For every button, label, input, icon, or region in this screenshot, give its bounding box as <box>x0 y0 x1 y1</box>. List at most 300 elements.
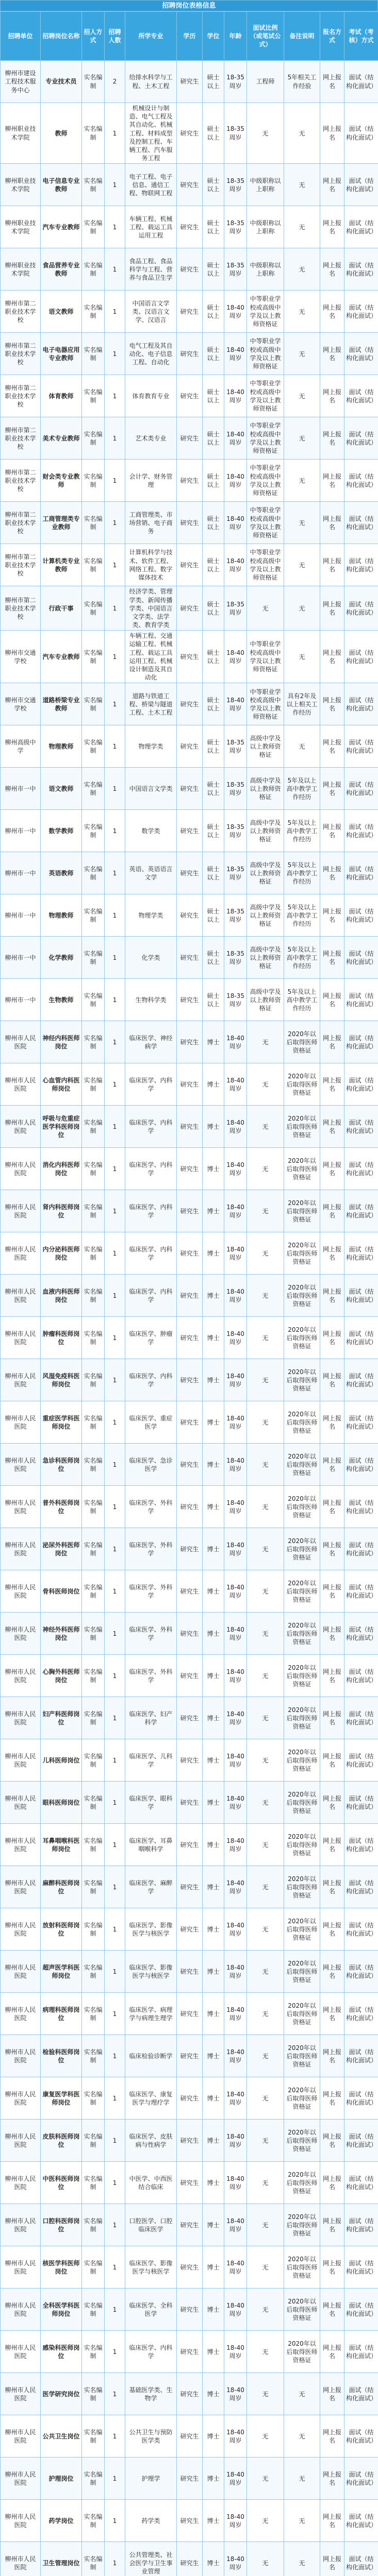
table-row <box>1 248 378 291</box>
major-cell: 临床医学、外科学 <box>125 1528 177 1570</box>
education-cell: 研究生 <box>177 725 203 768</box>
table-row <box>1 725 378 768</box>
education-cell: 研究生 <box>177 586 203 631</box>
exam-cell: 面试（结构化面试） <box>344 1655 378 1697</box>
unit-cell: 柳州市人民医院 <box>1 1866 41 1908</box>
note-cell: 2020年以后取得医师资格证 <box>284 1317 320 1359</box>
count-cell: 1 <box>105 1908 125 1951</box>
method-cell: 实名编制 <box>82 1824 105 1866</box>
education-cell: 研究生 <box>177 2500 203 2542</box>
table-row <box>1 2204 378 2246</box>
education-cell: 研究生 <box>177 2458 203 2500</box>
post-cell: 耳鼻咽喉科医师岗位 <box>41 1824 82 1866</box>
exam-cell: 面试（结构化面试） <box>344 810 378 852</box>
note-cell: 2020年以后取得医师资格证 <box>284 1782 320 1824</box>
note-cell: 2020年以后取得医师资格证 <box>284 2289 320 2331</box>
signup-cell: 网上报名 <box>320 460 344 502</box>
ratio-cell: 中等职业学校或高级中学及以上教师资格证 <box>247 683 284 725</box>
table-row <box>1 1486 378 1528</box>
degree-cell: 博士 <box>203 1275 224 1317</box>
age-cell: 18-40周岁 <box>224 544 247 586</box>
ratio-cell: 无 <box>247 1739 284 1782</box>
exam-cell: 面试（结构化面试） <box>344 1697 378 1739</box>
exam-cell: 面试（结构化面试） <box>344 248 378 291</box>
table-row <box>1 1655 378 1697</box>
major-cell: 物理学类 <box>125 725 177 768</box>
note-cell: 无 <box>284 460 320 502</box>
age-cell: 18-40周岁 <box>224 1317 247 1359</box>
age-cell: 18-35周岁 <box>224 810 247 852</box>
signup-cell: 网上报名 <box>320 2120 344 2162</box>
education-cell: 研究生 <box>177 683 203 725</box>
age-cell: 18-35周岁 <box>224 206 247 248</box>
signup-cell: 网上报名 <box>320 1106 344 1148</box>
degree-cell: 博士 <box>203 2373 224 2415</box>
major-cell: 临床医学、内科学 <box>125 1063 177 1106</box>
note-cell: 具有2年及以上相关工作经历 <box>284 683 320 725</box>
unit-cell: 柳州市一中 <box>1 852 41 894</box>
degree-cell: 博士 <box>203 2415 224 2458</box>
post-cell: 血液内科医师岗位 <box>41 1275 82 1317</box>
method-cell: 实名编制 <box>82 631 105 683</box>
signup-cell: 网上报名 <box>320 206 344 248</box>
table-row <box>1 103 378 164</box>
unit-cell: 柳州市人民医院 <box>1 1908 41 1951</box>
education-cell: 研究生 <box>177 979 203 1021</box>
signup-cell: 网上报名 <box>320 894 344 937</box>
exam-cell: 面试（结构化面试） <box>344 1866 378 1908</box>
method-cell: 实名编制 <box>82 1444 105 1486</box>
note-cell: 2020年以后取得医师资格证 <box>284 1148 320 1190</box>
method-cell: 实名编制 <box>82 1317 105 1359</box>
method-cell: 实名编制 <box>82 768 105 810</box>
ratio-cell: 无 <box>247 1528 284 1570</box>
age-cell: 18-40周岁 <box>224 2331 247 2373</box>
age-cell: 18-40周岁 <box>224 1697 247 1739</box>
count-cell: 1 <box>105 1951 125 1993</box>
degree-cell: 硕士以上 <box>203 683 224 725</box>
note-cell: 2020年以后取得医师资格证 <box>284 1528 320 1570</box>
method-cell: 实名编制 <box>82 1190 105 1232</box>
education-cell: 研究生 <box>177 1782 203 1824</box>
signup-cell: 网上报名 <box>320 586 344 631</box>
post-cell: 呼吸与危重症医学科医师岗位 <box>41 1106 82 1148</box>
exam-cell: 面试（结构化面试） <box>344 164 378 206</box>
table-row <box>1 2458 378 2500</box>
post-cell: 泌尿外科医师岗位 <box>41 1528 82 1570</box>
degree-cell: 博士 <box>203 1739 224 1782</box>
signup-cell: 网上报名 <box>320 502 344 544</box>
degree-cell: 博士 <box>203 1993 224 2035</box>
education-cell: 研究生 <box>177 2246 203 2289</box>
method-cell: 实名编制 <box>82 291 105 333</box>
education-cell: 研究生 <box>177 2373 203 2415</box>
note-cell: 5年及以上高中教学工作经历 <box>284 979 320 1021</box>
post-cell: 神经外科医师岗位 <box>41 1613 82 1655</box>
count-cell: 1 <box>105 544 125 586</box>
post-cell: 超声医学科医师岗位 <box>41 1951 82 1993</box>
major-cell: 临床医学、妇产科学 <box>125 1697 177 1739</box>
table-row <box>1 810 378 852</box>
signup-cell: 网上报名 <box>320 1908 344 1951</box>
post-cell: 英语教师 <box>41 852 82 894</box>
exam-cell: 面试（结构化面试） <box>344 852 378 894</box>
signup-cell: 网上报名 <box>320 2035 344 2077</box>
major-cell: 临床医学、内科学 <box>125 1106 177 1148</box>
method-cell: 实名编制 <box>82 1106 105 1148</box>
post-cell: 物理教师 <box>41 725 82 768</box>
note-cell: 5年及以上高中教学工作经历 <box>284 894 320 937</box>
unit-cell: 柳州市人民医院 <box>1 1021 41 1063</box>
unit-cell: 柳州市人民医院 <box>1 1993 41 2035</box>
signup-cell: 网上报名 <box>320 1528 344 1570</box>
ratio-cell: 中等职业学校或高级中学及以上教师资格证 <box>247 502 284 544</box>
column-header: 备注说明 <box>284 12 320 61</box>
post-cell: 普外科医师岗位 <box>41 1486 82 1528</box>
degree-cell: 硕士以上 <box>203 586 224 631</box>
table-row <box>1 1063 378 1106</box>
method-cell: 实名编制 <box>82 1275 105 1317</box>
post-cell: 急诊科医师岗位 <box>41 1444 82 1486</box>
age-cell: 18-40周岁 <box>224 291 247 333</box>
table-row <box>1 1444 378 1486</box>
count-cell: 1 <box>105 1148 125 1190</box>
post-cell: 卫生管理岗位 <box>41 2542 82 2576</box>
exam-cell: 面试（结构化面试） <box>344 979 378 1021</box>
education-cell: 研究生 <box>177 1570 203 1613</box>
unit-cell: 柳州市人民医院 <box>1 1232 41 1275</box>
major-cell: 数学类 <box>125 810 177 852</box>
ratio-cell: 中等职业学校或高级中学及以上教师资格证 <box>247 291 284 333</box>
method-cell: 实名编制 <box>82 164 105 206</box>
major-cell: 体育教育专业 <box>125 375 177 417</box>
count-cell: 1 <box>105 2458 125 2500</box>
age-cell: 18-40周岁 <box>224 2500 247 2542</box>
unit-cell: 柳州职业技术学院 <box>1 103 41 164</box>
unit-cell: 柳州市一中 <box>1 810 41 852</box>
table-row <box>1 1908 378 1951</box>
signup-cell: 网上报名 <box>320 1444 344 1486</box>
exam-cell: 面试（结构化面试） <box>344 725 378 768</box>
column-header: 招聘岗位名称 <box>41 12 82 61</box>
post-cell: 数学教师 <box>41 810 82 852</box>
method-cell: 实名编制 <box>82 2289 105 2331</box>
method-cell: 实名编制 <box>82 2204 105 2246</box>
count-cell: 1 <box>105 1021 125 1063</box>
ratio-cell: 无 <box>247 1444 284 1486</box>
unit-cell: 柳州市人民医院 <box>1 1444 41 1486</box>
exam-cell: 面试（结构化面试） <box>344 1993 378 2035</box>
education-cell: 研究生 <box>177 2120 203 2162</box>
note-cell: 2020年以后取得医师资格证 <box>284 2077 320 2120</box>
age-cell: 18-40周岁 <box>224 1613 247 1655</box>
count-cell: 1 <box>105 1866 125 1908</box>
table-row <box>1 2246 378 2289</box>
signup-cell: 网上报名 <box>320 2331 344 2373</box>
exam-cell: 面试（结构化面试） <box>344 2500 378 2542</box>
age-cell: 18-40周岁 <box>224 1401 247 1444</box>
recruitment-table <box>0 11 378 2576</box>
table-row <box>1 2415 378 2458</box>
table-row <box>1 164 378 206</box>
age-cell: 18-35周岁 <box>224 979 247 1021</box>
exam-cell: 面试（结构化面试） <box>344 894 378 937</box>
post-cell: 护理岗位 <box>41 2458 82 2500</box>
column-header: 年龄 <box>224 12 247 61</box>
table-row <box>1 937 378 979</box>
count-cell: 1 <box>105 1063 125 1106</box>
post-cell: 中医科医师岗位 <box>41 2162 82 2204</box>
exam-cell: 面试（结构化面试） <box>344 1401 378 1444</box>
major-cell: 临床医学、内科学 <box>125 1232 177 1275</box>
degree-cell: 硕士以上 <box>203 417 224 460</box>
unit-cell: 柳州市人民医院 <box>1 1486 41 1528</box>
major-cell: 基础医学类、生物学 <box>125 2373 177 2415</box>
table-row <box>1 1993 378 2035</box>
count-cell: 1 <box>105 2204 125 2246</box>
degree-cell: 博士 <box>203 2458 224 2500</box>
post-cell: 汽车专业教师 <box>41 631 82 683</box>
ratio-cell: 无 <box>247 1570 284 1613</box>
exam-cell: 面试（结构化面试） <box>344 1951 378 1993</box>
table-row <box>1 1739 378 1782</box>
education-cell: 研究生 <box>177 333 203 375</box>
ratio-cell: 无 <box>247 1908 284 1951</box>
signup-cell: 网上报名 <box>320 1317 344 1359</box>
post-cell: 体育教师 <box>41 375 82 417</box>
education-cell: 研究生 <box>177 2162 203 2204</box>
degree-cell: 硕士以上 <box>203 979 224 1021</box>
table-row <box>1 1824 378 1866</box>
signup-cell: 网上报名 <box>320 1148 344 1190</box>
education-cell: 研究生 <box>177 1190 203 1232</box>
major-cell: 临床医学、耳鼻咽喉科学 <box>125 1824 177 1866</box>
ratio-cell: 无 <box>247 2077 284 2120</box>
exam-cell: 面试（结构化面试） <box>344 2373 378 2415</box>
exam-cell: 面试（结构化面试） <box>344 1317 378 1359</box>
signup-cell: 网上报名 <box>320 1824 344 1866</box>
method-cell: 实名编制 <box>82 206 105 248</box>
signup-cell: 网上报名 <box>320 248 344 291</box>
post-cell: 皮肤科医师岗位 <box>41 2120 82 2162</box>
method-cell: 实名编制 <box>82 1739 105 1782</box>
table-row <box>1 1359 378 1401</box>
note-cell: 2020年以后取得医师资格证 <box>284 1951 320 1993</box>
unit-cell: 柳州市人民医院 <box>1 1824 41 1866</box>
count-cell: 1 <box>105 1401 125 1444</box>
method-cell: 实名编制 <box>82 1021 105 1063</box>
table-row <box>1 1106 378 1148</box>
signup-cell: 网上报名 <box>320 1655 344 1697</box>
method-cell: 实名编制 <box>82 1866 105 1908</box>
method-cell: 实名编制 <box>82 1570 105 1613</box>
table-row <box>1 2120 378 2162</box>
degree-cell: 博士 <box>203 1824 224 1866</box>
method-cell: 实名编制 <box>82 1232 105 1275</box>
count-cell: 1 <box>105 1528 125 1570</box>
post-cell: 眼科医师岗位 <box>41 1782 82 1824</box>
method-cell: 实名编制 <box>82 2331 105 2373</box>
major-cell: 临床医学、全科医学 <box>125 2289 177 2331</box>
exam-cell: 面试（结构化面试） <box>344 1908 378 1951</box>
note-cell: 2020年以后取得医师资格证 <box>284 2120 320 2162</box>
ratio-cell: 无 <box>247 1866 284 1908</box>
signup-cell: 网上报名 <box>320 1401 344 1444</box>
ratio-cell: 中等职业学校或高级中学及以上教师资格证 <box>247 333 284 375</box>
ratio-cell: 无 <box>247 1697 284 1739</box>
degree-cell: 博士 <box>203 1570 224 1613</box>
note-cell: 无 <box>284 2542 320 2576</box>
age-cell: 18-40周岁 <box>224 2373 247 2415</box>
major-cell: 临床医学、麻醉学 <box>125 1866 177 1908</box>
count-cell: 1 <box>105 164 125 206</box>
age-cell: 18-40周岁 <box>224 1866 247 1908</box>
note-cell: 5年及以上高中教学工作经历 <box>284 810 320 852</box>
post-cell: 公共卫生岗位 <box>41 2415 82 2458</box>
method-cell: 实名编制 <box>82 2162 105 2204</box>
column-header: 招聘单位 <box>1 12 41 61</box>
header-row <box>1 12 378 61</box>
table-row <box>1 586 378 631</box>
age-cell: 18-40周岁 <box>224 1359 247 1401</box>
method-cell: 实名编制 <box>82 333 105 375</box>
count-cell: 1 <box>105 291 125 333</box>
age-cell: 18-40周岁 <box>224 1190 247 1232</box>
table-row <box>1 894 378 937</box>
exam-cell: 面试（结构化面试） <box>344 1486 378 1528</box>
count-cell: 1 <box>105 1782 125 1824</box>
ratio-cell: 无 <box>247 1106 284 1148</box>
unit-cell: 柳州市一中 <box>1 894 41 937</box>
method-cell: 实名编制 <box>82 852 105 894</box>
post-cell: 汽车专业教师 <box>41 206 82 248</box>
ratio-cell: 中级职称以上职称 <box>247 206 284 248</box>
post-cell: 计算机类专业教师 <box>41 544 82 586</box>
education-cell: 研究生 <box>177 417 203 460</box>
column-header: 报名方式 <box>320 12 344 61</box>
degree-cell: 硕士以上 <box>203 460 224 502</box>
signup-cell: 网上报名 <box>320 979 344 1021</box>
post-cell: 道路桥梁专业教师 <box>41 683 82 725</box>
method-cell: 实名编制 <box>82 1063 105 1106</box>
education-cell: 研究生 <box>177 1401 203 1444</box>
note-cell: 2020年以后取得医师资格证 <box>284 1232 320 1275</box>
ratio-cell: 无 <box>247 1951 284 1993</box>
signup-cell: 网上报名 <box>320 1232 344 1275</box>
degree-cell: 硕士以上 <box>203 631 224 683</box>
note-cell: 2020年以后取得医师资格证 <box>284 1063 320 1106</box>
post-cell: 工商管理类专业教师 <box>41 502 82 544</box>
education-cell: 研究生 <box>177 1359 203 1401</box>
method-cell: 实名编制 <box>82 2246 105 2289</box>
signup-cell: 网上报名 <box>320 725 344 768</box>
unit-cell: 柳州市第二职业技术学校 <box>1 333 41 375</box>
note-cell: 2020年以后取得医师资格证 <box>284 2035 320 2077</box>
method-cell: 实名编制 <box>82 937 105 979</box>
exam-cell: 面试（结构化面试） <box>344 2415 378 2458</box>
method-cell: 实名编制 <box>82 2458 105 2500</box>
degree-cell: 硕士以上 <box>203 810 224 852</box>
note-cell: 无 <box>284 2500 320 2542</box>
table-row <box>1 460 378 502</box>
note-cell: 无 <box>284 333 320 375</box>
exam-cell: 面试（结构化面试） <box>344 2542 378 2576</box>
method-cell: 实名编制 <box>82 683 105 725</box>
count-cell: 1 <box>105 2162 125 2204</box>
education-cell: 研究生 <box>177 1528 203 1570</box>
count-cell: 1 <box>105 1359 125 1401</box>
ratio-cell: 无 <box>247 586 284 631</box>
major-cell: 会计学、财务管理 <box>125 460 177 502</box>
exam-cell: 面试（结构化面试） <box>344 2458 378 2500</box>
count-cell: 1 <box>105 2373 125 2415</box>
unit-cell: 柳州市人民医院 <box>1 2204 41 2246</box>
age-cell: 18-40周岁 <box>224 460 247 502</box>
unit-cell: 柳州市一中 <box>1 768 41 810</box>
education-cell: 研究生 <box>177 768 203 810</box>
education-cell: 研究生 <box>177 2331 203 2373</box>
note-cell: 无 <box>284 291 320 333</box>
age-cell: 18-40周岁 <box>224 1275 247 1317</box>
ratio-cell: 无 <box>247 2542 284 2576</box>
major-cell: 临床医学、外科学 <box>125 1486 177 1528</box>
ratio-cell: 无 <box>247 1782 284 1824</box>
age-cell: 18-40周岁 <box>224 1444 247 1486</box>
ratio-cell: 中等职业学校或高级中学及以上教师资格证 <box>247 375 284 417</box>
degree-cell: 硕士以上 <box>203 894 224 937</box>
education-cell: 研究生 <box>177 852 203 894</box>
unit-cell: 柳州市第二职业技术学校 <box>1 460 41 502</box>
ratio-cell: 中等职业学校或高级中学及以上教师资格证 <box>247 417 284 460</box>
age-cell: 18-40周岁 <box>224 1739 247 1782</box>
note-cell: 5年及以上高中教学工作经历 <box>284 937 320 979</box>
major-cell: 临床医学、内科学 <box>125 2331 177 2373</box>
post-cell: 医学研究岗位 <box>41 2373 82 2415</box>
education-cell: 研究生 <box>177 375 203 417</box>
post-cell: 化学教师 <box>41 937 82 979</box>
exam-cell: 面试（结构化面试） <box>344 291 378 333</box>
post-cell: 放射科医师岗位 <box>41 1908 82 1951</box>
note-cell: 5年相关工作经验 <box>284 61 320 103</box>
method-cell: 实名编制 <box>82 1528 105 1570</box>
table-row <box>1 2373 378 2415</box>
note-cell: 2020年以后取得医师资格证 <box>284 1190 320 1232</box>
method-cell: 实名编制 <box>82 1359 105 1401</box>
education-cell: 研究生 <box>177 631 203 683</box>
post-cell: 神经内科医师岗位 <box>41 1021 82 1063</box>
degree-cell: 硕士以上 <box>203 375 224 417</box>
signup-cell: 网上报名 <box>320 768 344 810</box>
count-cell: 1 <box>105 725 125 768</box>
major-cell: 车辆工程、交通运输工程、机械工程、载运工具运用工程、机械设计制造及其自动化 <box>125 631 177 683</box>
unit-cell: 柳州职业技术学院 <box>1 248 41 291</box>
age-cell: 18-40周岁 <box>224 2289 247 2331</box>
age-cell: 18-40周岁 <box>224 1655 247 1697</box>
major-cell: 药学类 <box>125 2500 177 2542</box>
method-cell: 实名编制 <box>82 1148 105 1190</box>
note-cell: 无 <box>284 248 320 291</box>
post-cell: 病理科医师岗位 <box>41 1993 82 2035</box>
count-cell: 1 <box>105 417 125 460</box>
degree-cell: 博士 <box>203 1782 224 1824</box>
unit-cell: 柳州市人民医院 <box>1 2415 41 2458</box>
note-cell: 2020年以后取得医师资格证 <box>284 1275 320 1317</box>
table-row <box>1 375 378 417</box>
age-cell: 18-40周岁 <box>224 1824 247 1866</box>
count-cell: 1 <box>105 2035 125 2077</box>
note-cell: 2020年以后取得医师资格证 <box>284 1697 320 1739</box>
signup-cell: 网上报名 <box>320 1739 344 1782</box>
